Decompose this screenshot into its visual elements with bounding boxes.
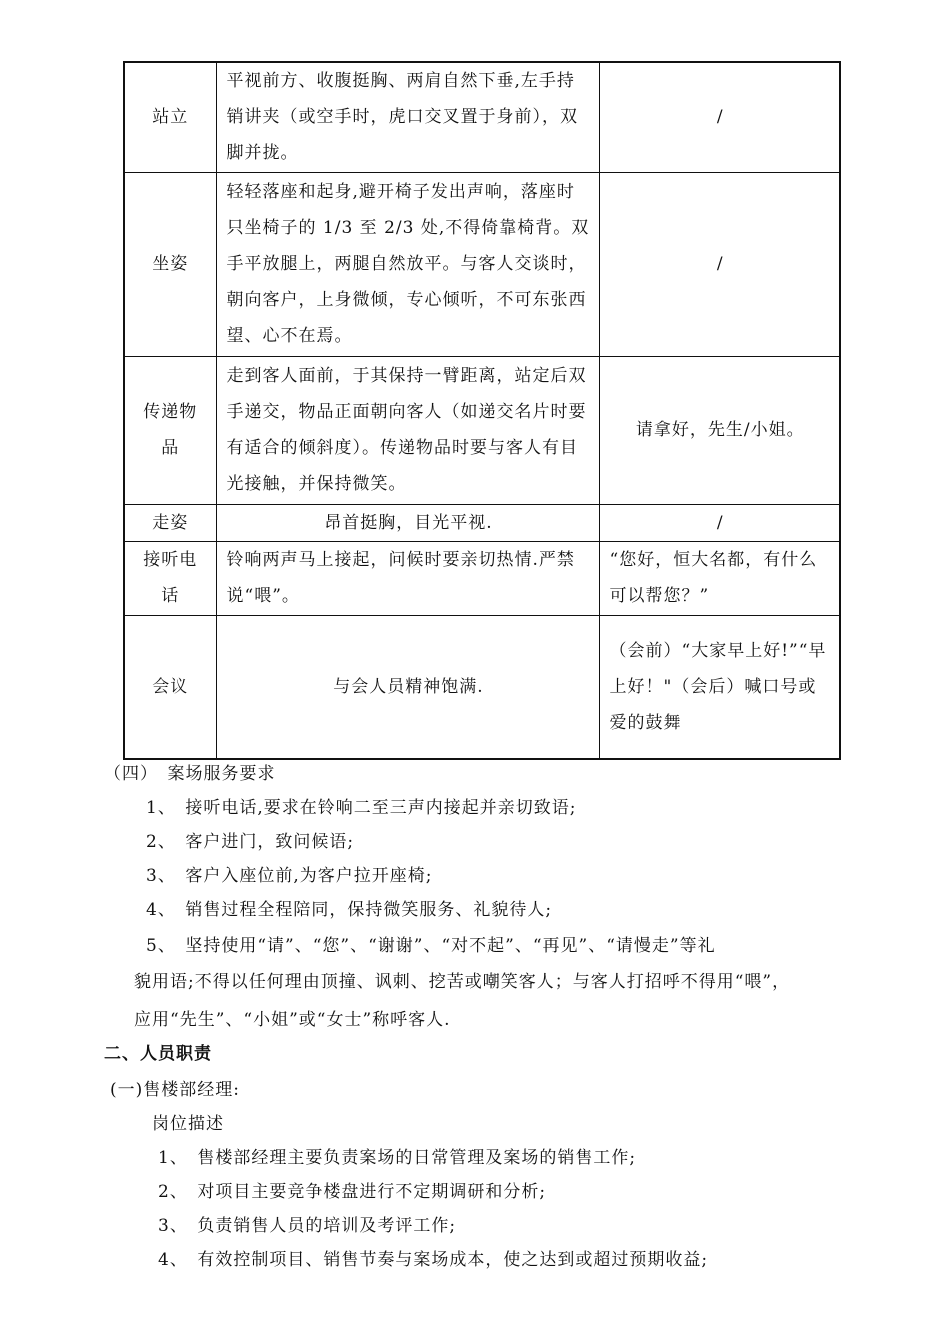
row-item: 走姿 xyxy=(124,504,216,541)
chapter-heading: 二、人员职责 xyxy=(104,1044,212,1064)
list-item: 3、 负责销售人员的培训及考评工作; xyxy=(158,1216,457,1236)
row-requirement: 昂首挺胸，目光平视. xyxy=(216,504,599,541)
table-row xyxy=(124,615,840,759)
row-item: 坐姿 xyxy=(124,172,216,356)
table-row xyxy=(124,356,840,504)
table-row xyxy=(124,541,840,615)
row-item: 会议 xyxy=(124,615,216,759)
row-item: 接听电话 xyxy=(124,541,216,615)
list-item: 3、 客户入座位前,为客户拉开座椅; xyxy=(146,866,433,886)
list-item: 5、 坚持使用“请”、“您”、“谢谢”、“对不起”、“再见”、“请慢走”等礼 xyxy=(146,936,716,956)
row-requirement: 与会人员精神饱满. xyxy=(216,615,599,759)
row-language: / xyxy=(599,62,840,172)
list-item: 2、 对项目主要竞争楼盘进行不定期调研和分析; xyxy=(158,1182,547,1202)
table-row xyxy=(124,504,840,541)
list-item: 4、 有效控制项目、销售节奏与案场成本，使之达到或超过预期收益; xyxy=(158,1250,709,1270)
row-requirement: 轻轻落座和起身,避开椅子发出声响，落座时只坐椅子的 1/3 至 2/3 处,不得倚靠椅背。双手平放腿上，两腿自然放平。与客人交谈时，朝向客户，上身微倾，专心倾听，不可东张西望、心不在焉。 xyxy=(216,172,599,356)
row-requirement: 铃响两声马上接起，问候时要亲切热情.严禁说“喂”。 xyxy=(216,541,599,615)
row-item: 站立 xyxy=(124,62,216,172)
list-item: 4、 销售过程全程陪同，保持微笑服务、礼貌待人; xyxy=(146,900,553,920)
row-language: “您好，恒大名都，有什么可以帮您？” xyxy=(599,541,840,615)
row-language: / xyxy=(599,504,840,541)
row-requirement: 走到客人面前，于其保持一臂距离，站定后双手递交，物品正面朝向客人（如递交名片时要有适合的倾斜度）。传递物品时要与客人有目光接触，并保持微笑。 xyxy=(216,356,599,504)
list-item-continued: 应用“先生”、“小姐”或“女士”称呼客人. xyxy=(134,1010,451,1030)
list-item: 2、 客户进门，致问候语; xyxy=(146,832,355,852)
etiquette-table xyxy=(123,61,841,760)
list-item: 1、 售楼部经理主要负责案场的日常管理及案场的销售工作; xyxy=(158,1148,637,1168)
sub-heading: (一)售楼部经理: xyxy=(110,1080,240,1100)
row-language: 请拿好，先生/小姐。 xyxy=(599,356,840,504)
table-row xyxy=(124,172,840,356)
list-item-continued: 貌用语;不得以任何理由顶撞、讽刺、挖苦或嘲笑客人；与客人打招呼不得用“喂”， xyxy=(134,972,791,992)
table-row xyxy=(124,62,840,172)
row-requirement: 平视前方、收腹挺胸、两肩自然下垂,左手持销讲夹（或空手时，虎口交叉置于身前），双脚并拢。 xyxy=(216,62,599,172)
section-heading: （四） 案场服务要求 xyxy=(104,764,276,784)
desc-heading: 岗位描述 xyxy=(152,1114,224,1134)
list-item: 1、 接听电话,要求在铃响二至三声内接起并亲切致语; xyxy=(146,798,577,818)
row-language: （会前）“大家早上好!”“早上好！"（会后）喊口号或爱的鼓舞 xyxy=(599,615,840,759)
row-language: / xyxy=(599,172,840,356)
row-item: 传递物品 xyxy=(124,356,216,504)
